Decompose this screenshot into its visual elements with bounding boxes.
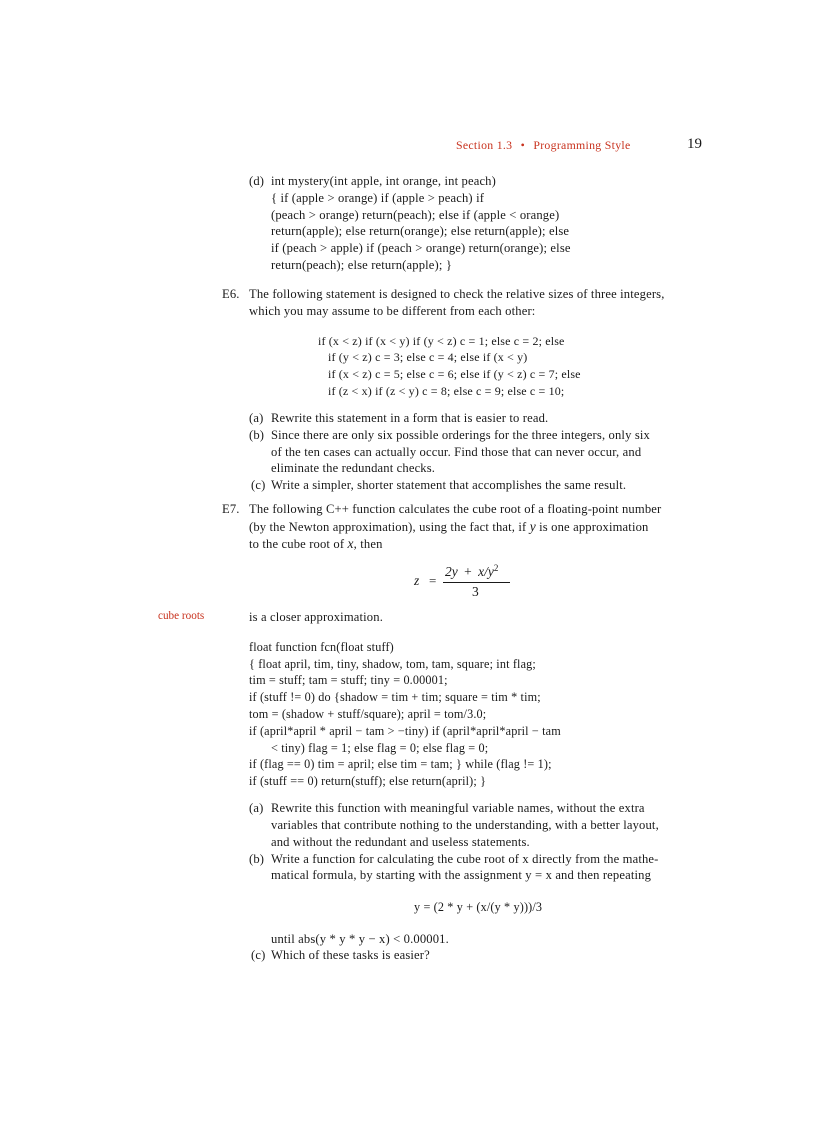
e7-part-a-text-3: and without the redundant and useless statements. <box>271 835 530 849</box>
mystery-line-4: return(apple); else return(orange); else return(apple); else <box>271 224 570 238</box>
e6-code-2: if (y < z) c = 3; else c = 4; else if (x < y) <box>328 350 528 364</box>
e6-intro-1: The following statement is designed to check the relative sizes of three integers, <box>249 287 665 301</box>
e7-intro-3b: , then <box>353 537 383 551</box>
e6-part-a-label: (a) <box>249 411 264 425</box>
section-number: Section 1.3 <box>456 138 513 152</box>
e6-part-b-text-3: eliminate the redundant checks. <box>271 461 436 475</box>
e7-after-formula: is a closer approximation. <box>249 610 384 624</box>
e6-part-c-text: Write a simpler, shorter statement that accomplishes the same result. <box>271 478 627 492</box>
e7-part-b-text-1: Write a function for calculating the cube root of x directly from the mathe- <box>271 852 659 866</box>
e7-intro-2a: (by the Newton approximation), using the fact that, if <box>249 520 530 534</box>
e7-part-a-text-2: variables that contribute nothing to the understanding, with a better layout, <box>271 818 659 832</box>
e7-code-1: float function fcn(float stuff) <box>249 640 394 654</box>
formula-fraction-bar <box>443 582 510 583</box>
e7-part-b-label: (b) <box>249 852 265 866</box>
formula-equals: = <box>429 573 437 588</box>
formula-denominator: 3 <box>472 584 479 599</box>
e7-part-b-text-2: matical formula, by starting with the assignment y = x and then repeating <box>271 868 652 882</box>
formula-num-a: 2y <box>445 564 458 579</box>
margin-note-cube-roots: cube roots <box>158 610 205 622</box>
mystery-line-6: return(peach); else return(apple); } <box>271 258 453 272</box>
e7-part-c-text: Which of these tasks is easier? <box>271 948 430 962</box>
e7-code-6: if (april*april * april − tam > −tiny) if (april*april*april − tam <box>249 724 561 738</box>
e6-intro-2: which you may assume to be different from each other: <box>249 304 536 318</box>
e7-code-7: < tiny) flag = 1; else flag = 0; else flag = 0; <box>271 741 489 755</box>
mystery-line-2: { if (apple > orange) if (apple > peach) if <box>271 191 485 205</box>
e6-part-c-label: (c) <box>251 478 266 492</box>
e7-part-c-label: (c) <box>251 948 266 962</box>
e7-intro-2 <box>249 519 649 535</box>
e6-code-3: if (x < z) c = 5; else c = 6; else if (y < z) c = 7; else <box>328 367 581 381</box>
e7-intro-1: The following C++ function calculates the cube root of a floating-point number <box>249 502 662 516</box>
e7-code-5: tom = (shadow + stuff/square); april = tom/3.0; <box>249 707 487 721</box>
e6-part-b-text-2: of the ten cases can actually occur. Find those that can never occur, and <box>271 445 642 459</box>
header-bullet: • <box>520 138 526 152</box>
formula-numerator <box>445 563 498 580</box>
e7-intro-2b: is one approximation <box>535 520 649 534</box>
iteration-formula: y = (2 * y + (x/(y * y)))/3 <box>414 900 543 914</box>
e7-code-9: if (stuff == 0) return(stuff); else return(april); } <box>249 774 487 788</box>
e7-intro-3a: to the cube root of <box>249 537 348 551</box>
e7-code-3: tim = stuff; tam = stuff; tiny = 0.00001; <box>249 673 448 687</box>
e7-intro-3 <box>249 536 383 552</box>
e6-code-1: if (x < z) if (x < y) if (y < z) c = 1; else c = 2; else <box>318 334 565 348</box>
mystery-label: (d) <box>249 174 265 188</box>
section-title: Programming Style <box>533 138 631 152</box>
var-x: x <box>347 536 354 551</box>
until-line: until abs(y * y * y − x) < 0.00001. <box>271 932 449 946</box>
e7-code-4: if (stuff != 0) do {shadow = tim + tim; square = tim * tim; <box>249 690 541 704</box>
e7-part-a-label: (a) <box>249 801 264 815</box>
running-header <box>456 138 631 153</box>
formula-exponent: 2 <box>493 563 499 573</box>
page-number: 19 <box>687 136 702 152</box>
formula-num-b: x/y <box>478 564 494 579</box>
e6-part-b-text-1: Since there are only six possible orderings for the three integers, only six <box>271 428 650 442</box>
e6-part-a-text: Rewrite this statement in a form that is easier to read. <box>271 411 549 425</box>
e6-part-b-label: (b) <box>249 428 265 442</box>
e7-code-8: if (flag == 0) tim = april; else tim = tam; } while (flag != 1); <box>249 757 552 771</box>
var-y: y <box>529 519 536 534</box>
formula-lhs: z <box>414 573 420 588</box>
e6-code-4: if (z < x) if (z < y) c = 8; else c = 9; else c = 10; <box>328 384 565 398</box>
formula-plus: + <box>464 564 472 579</box>
exercise-e7-label: E7. <box>222 502 240 516</box>
e7-part-a-text-1: Rewrite this function with meaningful variable names, without the extra <box>271 801 645 815</box>
mystery-line-1: int mystery(int apple, int orange, int peach) <box>271 174 496 188</box>
e7-code-2: { float april, tim, tiny, shadow, tom, tam, square; int flag; <box>249 657 536 671</box>
mystery-line-3: (peach > orange) return(peach); else if (apple < orange) <box>271 208 560 222</box>
mystery-line-5: if (peach > apple) if (peach > orange) return(orange); else <box>271 241 571 255</box>
exercise-e6-label: E6. <box>222 287 240 301</box>
